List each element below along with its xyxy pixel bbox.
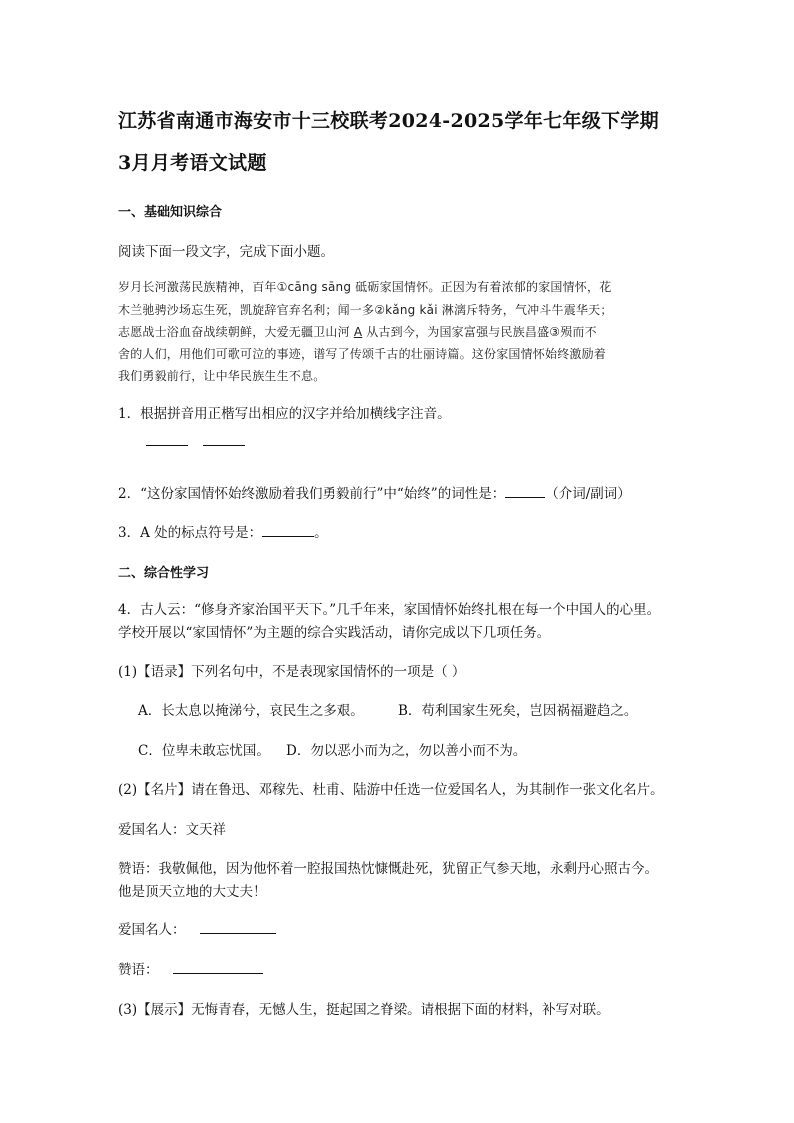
question-2 bbox=[118, 482, 631, 502]
example-patriot-name: 爱国名人：文天祥 bbox=[118, 822, 226, 838]
praise-label: 赞语： bbox=[118, 962, 159, 978]
document-title-line2: 3月月考语文试题 bbox=[118, 152, 267, 174]
passage-line-1: 岁月长河激荡民族精神，百年①cāng sāng 砥砺家国情怀。正因为有着浓郁的家国情怀，花 bbox=[118, 280, 612, 294]
reading-instruction: 阅读下面一段文字，完成下面小题。 bbox=[118, 244, 334, 260]
subquestion-2: (2)【名片】请在鲁迅、邓稼先、杜甫、陆游中任选一位爱国名人，为其制作一张文化名片。 bbox=[118, 782, 664, 798]
section-heading-basic: 一、基础知识综合 bbox=[118, 205, 223, 220]
passage-line-4: 舍的人们，用他们可歌可泣的事迹，谱写了传颂千古的壮丽诗篇。这份家国情怀始终激励着 bbox=[118, 347, 607, 361]
q1-answer-blank-2[interactable] bbox=[203, 445, 245, 446]
passage-line-3-start: 志愿战士浴血奋战续朝鲜，大爱无疆卫山河 bbox=[118, 325, 354, 339]
example-praise-line-2: 他是顶天立地的大丈夫！ bbox=[118, 884, 267, 900]
blank-a-marker: A bbox=[353, 325, 363, 339]
praise-blank[interactable] bbox=[173, 961, 263, 974]
section-heading-comprehensive: 二、综合性学习 bbox=[118, 566, 210, 581]
document-title-line1: 江苏省南通市海安市十三校联考2024-2025学年七年级下学期 bbox=[118, 110, 659, 132]
patriot-name-row bbox=[118, 918, 276, 938]
patriot-name-label: 爱国名人： bbox=[118, 922, 186, 938]
question-3-end: 。 bbox=[314, 525, 328, 541]
option-d[interactable]: D．勿以恶小而为之，勿以善小而不为。 bbox=[286, 743, 527, 759]
passage-line-3 bbox=[118, 323, 597, 340]
question-1: 1．根据拼音用正楷写出相应的汉字并给加横线字注音。 bbox=[118, 406, 451, 422]
q2-answer-blank[interactable] bbox=[505, 485, 545, 498]
praise-row bbox=[118, 958, 263, 978]
question-3 bbox=[118, 521, 328, 541]
option-c[interactable]: C．位卑未敢忘忧国。 bbox=[138, 743, 270, 759]
passage-line-5: 我们勇毅前行，让中华民族生生不息。 bbox=[118, 369, 326, 383]
passage-line-2: 木兰驰骋沙场忘生死，凯旋辞官弃名利；闻一多②kǎng kǎi 淋漓斥特务，气冲斗牛震华天； bbox=[118, 303, 613, 317]
example-praise-line-1: 赞语：我敬佩他，因为他怀着一腔报国热忱慷慨赴死，犹留正气参天地，永剩丹心照古今。 bbox=[118, 861, 658, 877]
question-4-line-1: 4．古人云：“修身齐家治国平天下。”几千年来，家国情怀始终扎根在每一个中国人的心里。 bbox=[118, 602, 661, 618]
patriot-name-blank[interactable] bbox=[200, 921, 276, 934]
subquestion-3: (3)【展示】无悔青春，无憾人生，挺起国之脊梁。请根据下面的材料，补写对联。 bbox=[118, 1002, 610, 1018]
passage-line-3-end: 从古到今，为国家富强与民族昌盛③殒而不 bbox=[362, 325, 597, 339]
question-2-options: （介词/副词） bbox=[545, 486, 631, 502]
q1-answer-blank-1[interactable] bbox=[146, 445, 188, 446]
question-3-text: 3．A 处的标点符号是： bbox=[118, 525, 263, 541]
option-a[interactable]: A．长太息以掩涕兮，哀民生之多艰。 bbox=[138, 703, 364, 719]
q3-answer-blank[interactable] bbox=[262, 524, 314, 537]
subquestion-1: (1)【语录】下列名句中，不是表现家国情怀的一项是（ ） bbox=[118, 664, 466, 680]
option-b[interactable]: B．苟利国家生死矣，岂因祸福避趋之。 bbox=[398, 703, 638, 719]
question-2-text: 2．“这份家国情怀始终激励着我们勇毅前行”中“始终”的词性是： bbox=[118, 486, 506, 502]
question-4-line-2: 学校开展以“家国情怀”为主题的综合实践活动，请你完成以下几项任务。 bbox=[118, 625, 551, 641]
